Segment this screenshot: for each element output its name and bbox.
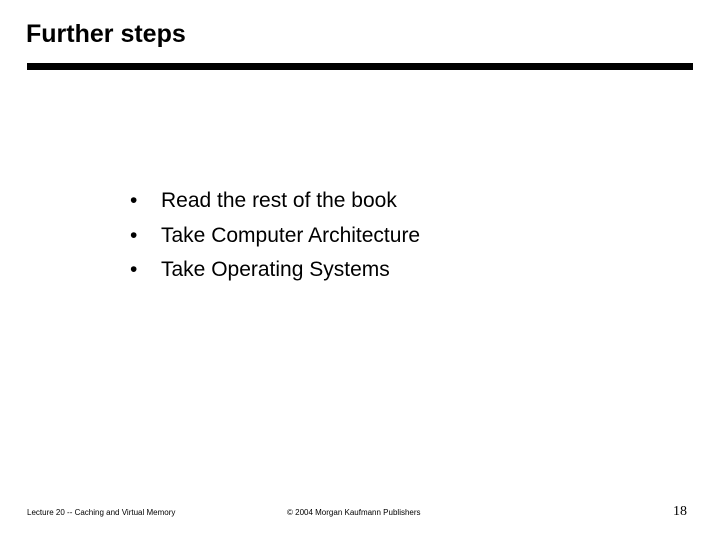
bullet-list [130, 184, 420, 288]
bullet-marker: • [130, 258, 138, 281]
bullet-marker: • [130, 223, 138, 247]
bullet-text: Read the rest of the book [161, 189, 397, 212]
bullet-item [130, 184, 420, 219]
title-underline [27, 63, 693, 70]
footer-copyright: © 2004 Morgan Kaufmann Publishers [287, 508, 421, 517]
bullet-marker: • [130, 189, 138, 212]
bullet-text: Take Computer Architecture [161, 223, 421, 247]
bullet-text: Take Operating Systems [161, 258, 390, 281]
bullet-item [130, 253, 420, 288]
bullet-item [130, 219, 420, 254]
footer-lecture-title: Lecture 20 -- Caching and Virtual Memory [27, 508, 176, 517]
page-number: 18 [673, 504, 687, 519]
slide-title: Further steps [26, 20, 186, 48]
